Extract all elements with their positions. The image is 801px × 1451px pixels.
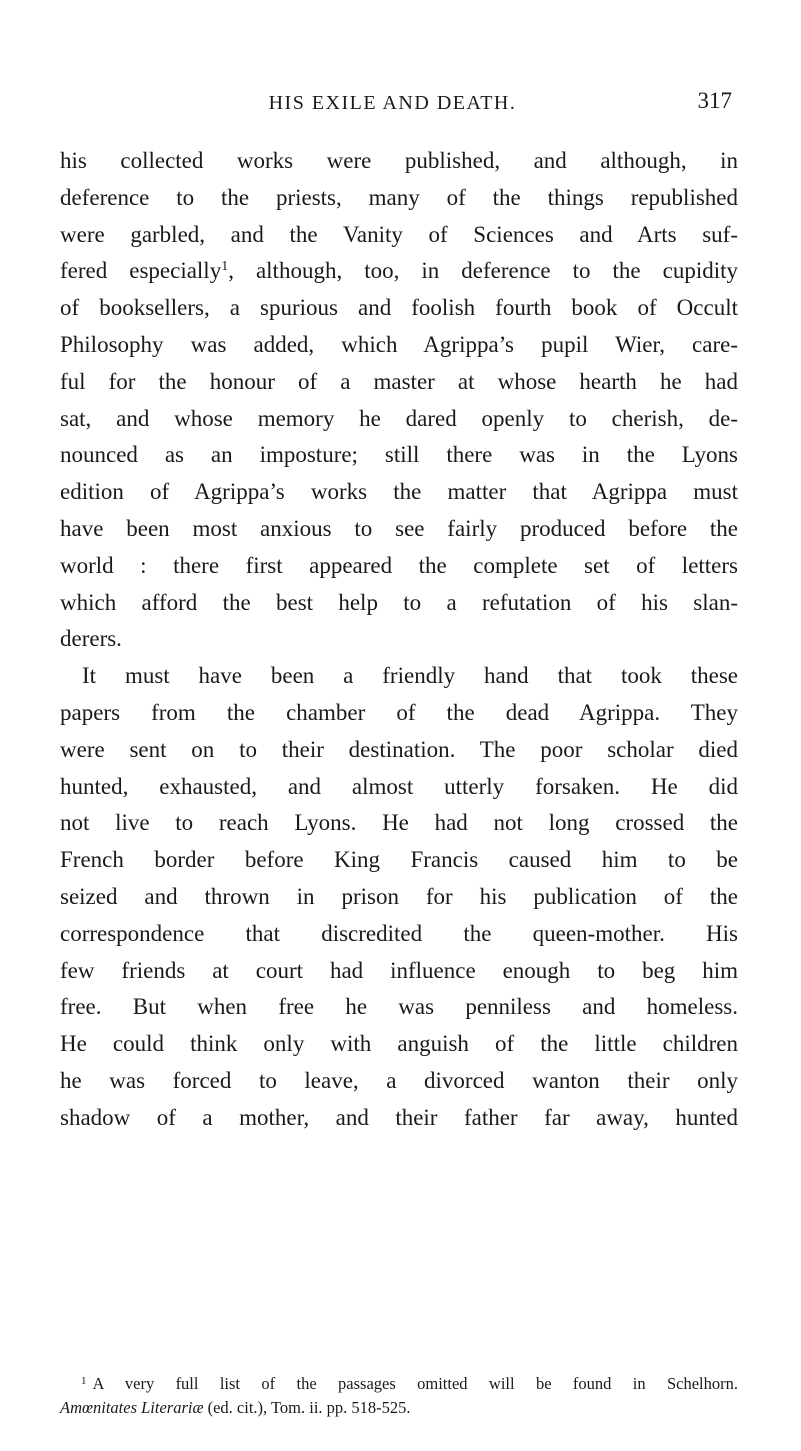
- text-line: world : there first appeared the complete set of letters: [60, 552, 738, 578]
- text-line: free. But when free he was penniless and homeless.: [60, 994, 738, 1020]
- text-line: sat, and whose memory he dared openly to cherish, de-: [60, 405, 738, 431]
- text-line: French border before King Francis caused him to be: [60, 847, 738, 873]
- text-line: deference to the priests, many of the things republished: [60, 184, 738, 210]
- text-fragment: , although, too, in deference to the cupidity: [228, 258, 738, 284]
- text-line: few friends at court had influence enough to beg him: [60, 957, 738, 983]
- footnote-marker: 1: [81, 1375, 87, 1387]
- text-line: He could think only with anguish of the little children: [60, 1031, 738, 1057]
- text-line: papers from the chamber of the dead Agrippa. They: [60, 699, 738, 725]
- text-line: Philosophy was added, which Agrippa’s pupil Wier, care-: [60, 331, 738, 357]
- footnote-text: A very full list of the passages omitted will be found in Schelhorn.: [92, 1374, 738, 1393]
- text-line: not live to reach Lyons. He had not long crossed the: [60, 810, 738, 836]
- footnote: [60, 1372, 738, 1420]
- footnote-reference: 1: [221, 259, 229, 275]
- body-text: [60, 143, 738, 1137]
- footnote-line: [60, 1372, 738, 1396]
- text-line: [60, 253, 738, 290]
- text-line: were garbled, and the Vanity of Sciences and Arts suf-: [60, 221, 738, 247]
- text-line: shadow of a mother, and their father far away, hunted: [60, 1104, 738, 1130]
- text-line: edition of Agrippa’s works the matter that Agrippa must: [60, 479, 738, 505]
- running-head: [0, 88, 801, 120]
- page-number: 317: [697, 88, 732, 113]
- text-line: his collected works were published, and although, in: [60, 148, 738, 173]
- text-line: of booksellers, a spurious and foolish fourth book of Occult: [60, 295, 738, 321]
- footnote-work-title: Amœnitates Literariæ: [60, 1398, 204, 1417]
- footnote-text: (ed. cit.), Tom. ii. pp. 518-525.: [203, 1398, 411, 1417]
- text-line: nounced as an imposture; still there was in the Lyons: [60, 442, 738, 468]
- text-line: seized and thrown in prison for his publication of the: [60, 883, 738, 909]
- text-line: hunted, exhausted, and almost utterly forsaken. He did: [60, 773, 738, 799]
- text-line: ful for the honour of a master at whose hearth he had: [60, 368, 738, 394]
- text-line: derers.: [60, 626, 122, 652]
- footnote-line: [60, 1396, 738, 1420]
- text-line: he was forced to leave, a divorced wanton their only: [60, 1067, 738, 1093]
- running-title: HIS EXILE AND DEATH.: [268, 92, 517, 114]
- text-line: have been most anxious to see fairly produced before the: [60, 515, 738, 541]
- text-line: were sent on to their destination. The poor scholar died: [60, 736, 738, 762]
- text-line: which afford the best help to a refutation of his slan-: [60, 589, 738, 615]
- text-line: It must have been a friendly hand that took these: [82, 663, 738, 689]
- text-fragment: fered especially: [60, 258, 222, 284]
- text-line: correspondence that discredited the queen-mother. His: [60, 920, 738, 946]
